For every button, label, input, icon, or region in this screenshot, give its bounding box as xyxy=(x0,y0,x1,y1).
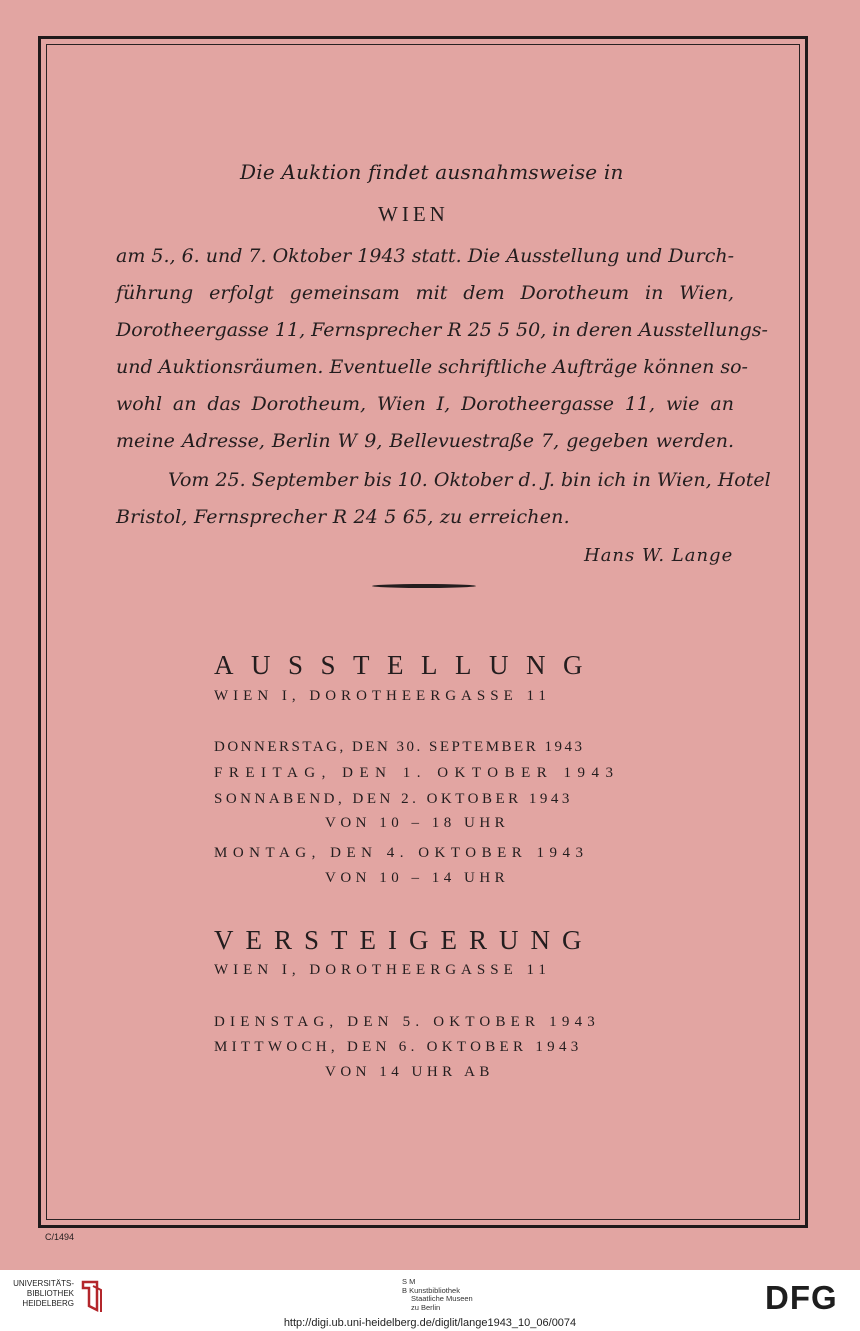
exhibition-heading: AUSSTELLUNG xyxy=(214,650,600,680)
exhibition-date: DONNERSTAG, DEN 30. SEPTEMBER 1943 xyxy=(214,739,585,755)
auction-date: MITTWOCH, DEN 6. OKTOBER 1943 xyxy=(214,1039,583,1055)
digitization-footer xyxy=(0,1270,860,1331)
paragraph-line: Bristol, Fernsprecher R 24 5 65, zu erreichen. xyxy=(116,506,570,528)
auction-date: DIENSTAG, DEN 5. OKTOBER 1943 xyxy=(214,1014,600,1030)
auction-heading: VERSTEIGERUNG xyxy=(214,925,594,955)
exhibition-date: SONNABEND, DEN 2. OKTOBER 1943 xyxy=(214,791,573,807)
shelfmark: C/1494 xyxy=(45,1232,75,1242)
paragraph-line: am 5., 6. und 7. Oktober 1943 statt. Die Ausstellung und Durch- xyxy=(116,245,735,267)
exhibition-hours: VON 10 – 14 UHR xyxy=(325,870,510,886)
paragraph-line: wohl an das Dorotheum, Wien I, Dorotheergasse 11, wie an xyxy=(116,393,734,415)
paragraph-line: und Auktionsräumen. Eventuelle schriftliche Aufträge können so- xyxy=(116,356,748,378)
exhibition-hours: VON 10 – 18 UHR xyxy=(325,815,510,831)
intro-line: Die Auktion findet ausnahmsweise in xyxy=(240,160,624,184)
auction-location: WIEN I, DOROTHEERGASSE 11 xyxy=(214,962,551,978)
paragraph-line: Dorotheergasse 11, Fernsprecher R 25 5 50, in deren Ausstellungs- xyxy=(116,319,768,341)
signature: Hans W. Lange xyxy=(584,545,734,566)
dfg-logo: DFG xyxy=(765,1279,838,1316)
paragraph-line: Vom 25. September bis 10. Oktober d. J. bin ich in Wien, Hotel xyxy=(168,469,771,491)
library-logo-icon xyxy=(79,1278,103,1314)
library-label: UNIVERSITÄTS- BIBLIOTHEK HEIDELBERG xyxy=(13,1279,74,1308)
exhibition-location: WIEN I, DOROTHEERGASSE 11 xyxy=(214,688,551,704)
city-heading: WIEN xyxy=(378,202,449,226)
auction-hours: VON 14 UHR AB xyxy=(325,1064,494,1080)
paragraph-line: führung erfolgt gemeinsam mit dem Dorotheum in Wien, xyxy=(116,282,734,304)
exhibition-date: MONTAG, DEN 4. OKTOBER 1943 xyxy=(214,845,589,861)
museum-label: S M B Kunstbibliothek Staatliche Museen zu Berlin xyxy=(402,1277,473,1312)
separator-rule xyxy=(372,584,476,588)
exhibition-date: FREITAG, DEN 1. OKTOBER 1943 xyxy=(214,765,620,781)
paragraph-line: meine Adresse, Berlin W 9, Bellevuestraße 7, gegeben werden. xyxy=(116,430,734,452)
source-url[interactable]: http://digi.ub.uni-heidelberg.de/diglit/lange1943_10_06/0074 xyxy=(283,1317,577,1329)
